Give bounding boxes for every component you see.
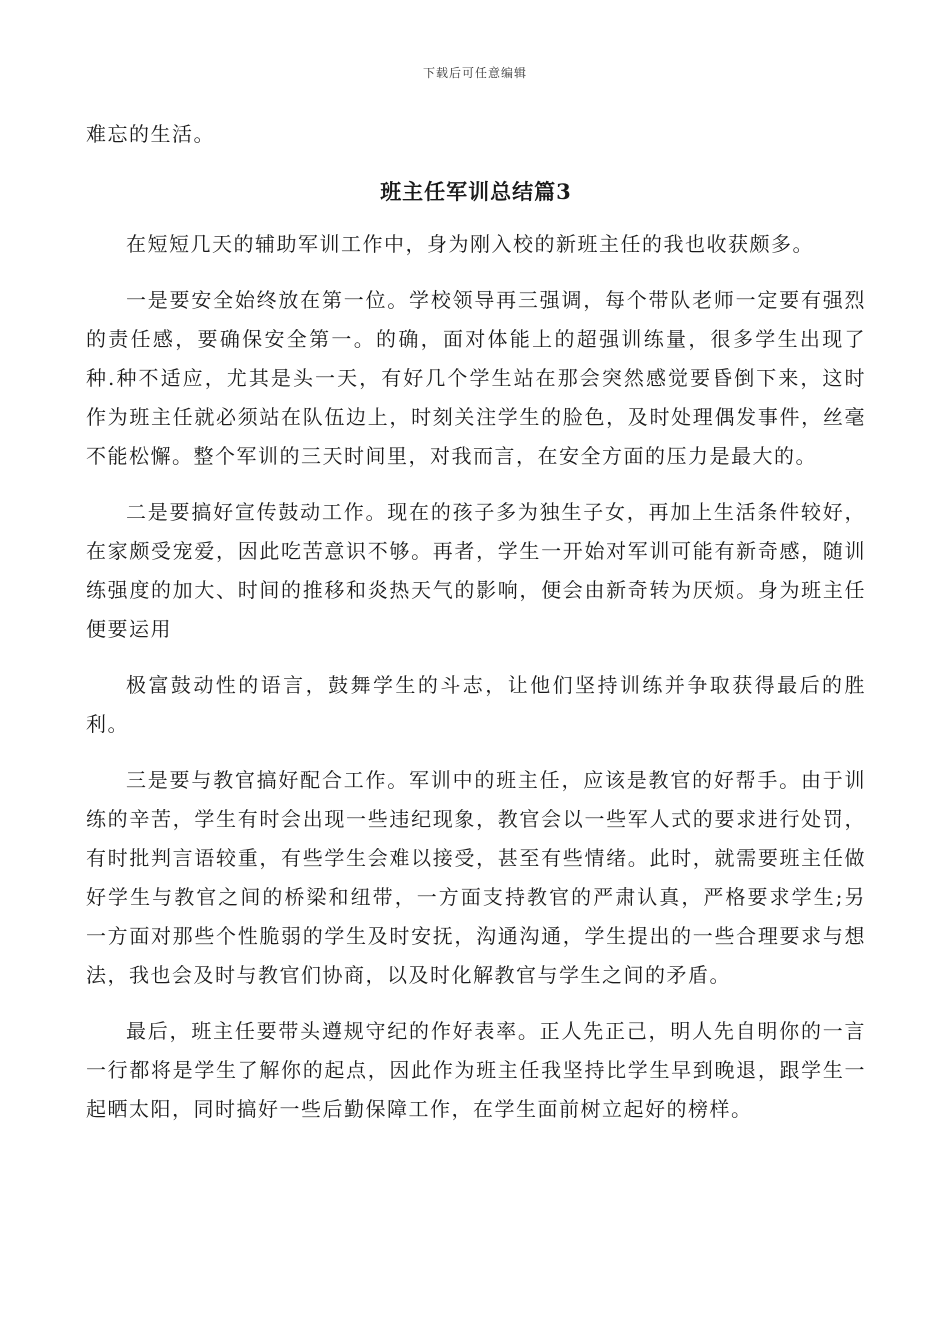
page-header: 下载后可任意编辑 [422,66,527,80]
paragraph-encouragement-continued: 极富鼓动性的语言，鼓舞学生的斗志，让他们坚持训练并争取获得最后的胜利。 [86,673,866,736]
paragraph-safety: 一是要安全始终放在第一位。学校领导再三强调，每个带队老师一定要有强烈的责任感，要确保安全第一。的确，面对体能上的超强训练量，很多学生出现了种.种不适应，尤其是头一天，有好几个学生站在那会突然感觉要昏倒下来，这时作为班主任就必须站在队伍边上，时刻关注学生的脸色，及时处理偶发事件，丝毫不能松懈。整个军训的三天时间里，对我而言，在安全方面的压力是最大的。 [86,288,866,468]
section-title: 班主任军训总结篇3 [380,179,572,204]
opening-line: 难忘的生活。 [86,122,215,146]
paragraph-cooperation: 三是要与教官搞好配合工作。军训中的班主任，应该是教官的好帮手。由于训练的辛苦，学生有时会出现一些违纪现象，教官会以一些军人式的要求进行处罚，有时批判言语较重，有些学生会难以接受，甚至有些情绪。此时，就需要班主任做好学生与教官之间的桥梁和纽带，一方面支持教官的严肃认真，严格要求学生;另一方面对那些个性脆弱的学生及时安抚，沟通沟通，学生提出的一些合理要求与想法，我也会及时与教官们协商，以及时化解教官与学生之间的矛盾。 [86,768,866,987]
paragraph-example: 最后，班主任要带头遵规守纪的作好表率。正人先正己，明人先自明你的一言一行都将是学生了解你的起点，因此作为班主任我坚持比学生早到晚退，跟学生一起晒太阳，同时搞好一些后勤保障工作，在学生面前树立起好的榜样。 [86,1019,866,1121]
paragraph-intro: 在短短几天的辅助军训工作中，身为刚入校的新班主任的我也收获颇多。 [126,232,814,256]
paragraph-encouragement: 二是要搞好宣传鼓动工作。现在的孩子多为独生子女，再加上生活条件较好，在家颇受宠爱，因此吃苦意识不够。再者，学生一开始对军训可能有新奇感，随训练强度的加大、时间的推移和炎热天气的影响，便会由新奇转为厌烦。身为班主任便要运用 [86,500,866,641]
document-body [86,115,866,1129]
